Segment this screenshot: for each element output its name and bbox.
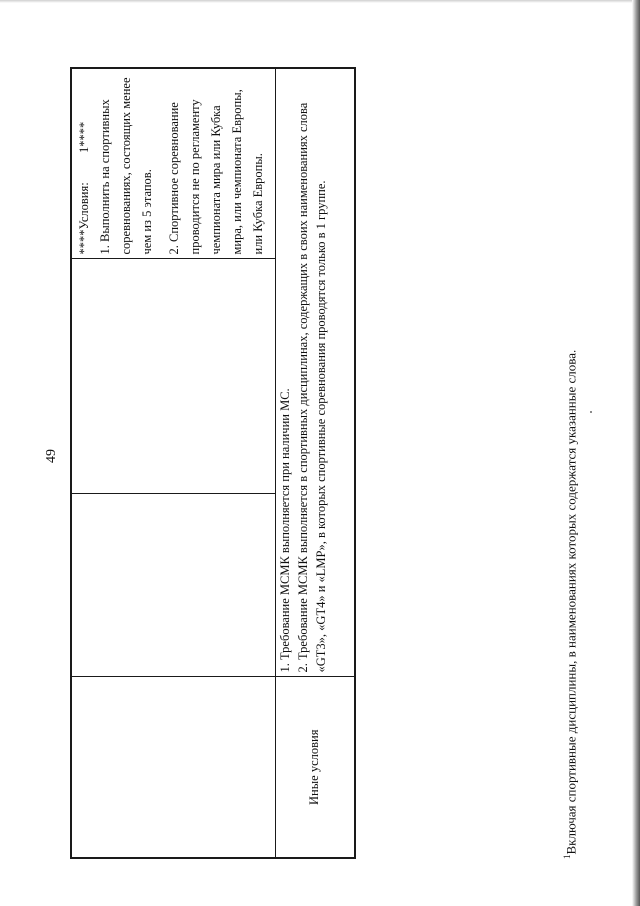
- scan-speck: [590, 411, 592, 413]
- footnote: [559, 99, 579, 859]
- footnote-text: Включая спортивные дисциплины, в наименованиях которых содержатся указанные слова.: [563, 349, 579, 855]
- conditions-header: [74, 73, 95, 255]
- list-item: 1. Требование МСМК выполняется при наличии МС.: [278, 388, 292, 673]
- other-conditions-list: [276, 69, 330, 677]
- table-row: [276, 68, 355, 858]
- conditions-ref: 1****: [77, 121, 91, 153]
- empty-cell: [71, 677, 276, 858]
- condition-item: 2. Спортивное соревнование проводится не по регламенту чемпионата мира или Кубка мира, или чемпионата Европы, или Кубка Европы.: [167, 89, 265, 255]
- list-item: 2. Требование МСМК выполняется в спортивных дисциплинах, содержащих в своих наименованиях слова «GT3», «GT4» и «LMP», в которых спортивные соревнования проводятся только в 1 группе.: [296, 102, 328, 673]
- conditions-label: ****Условия:: [77, 182, 91, 255]
- empty-cell: [71, 494, 276, 677]
- table-row: [71, 68, 276, 858]
- empty-cell: [71, 259, 276, 494]
- other-conditions-label: Иные условия: [276, 677, 355, 858]
- other-conditions-cell: [276, 68, 355, 677]
- conditions-cell: [71, 68, 276, 259]
- page-number: 49: [44, 449, 59, 463]
- footnote-marker: 1: [562, 854, 572, 859]
- condition-item: 1. Выполнить на спортивных соревнованиях, состоящих менее чем из 5 этапов.: [98, 77, 154, 255]
- regulations-table: [70, 67, 356, 859]
